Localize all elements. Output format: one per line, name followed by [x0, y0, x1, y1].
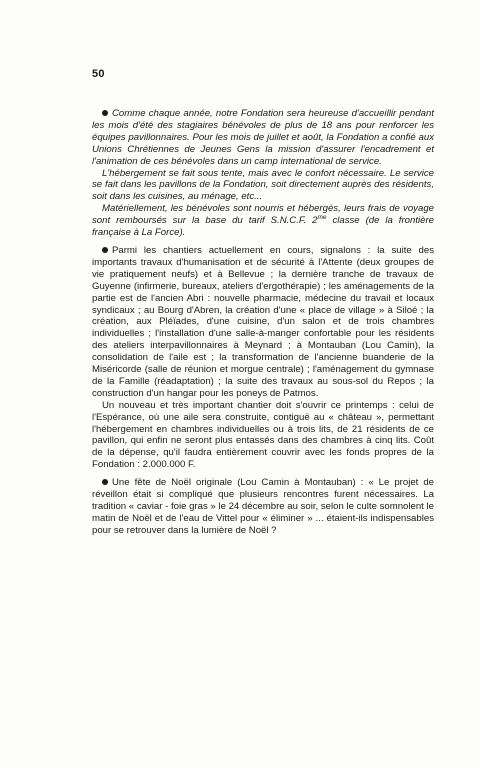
- section-construction: [92, 245, 434, 471]
- paragraph: Un nouveau et très important chantier doit s'ouvrir ce printemps : celui de l'Espérance, où une aile sera construite, contiguë au « château », permettant l'hébergement en chambres individuelles ou à trois lits, de 21 résidents de ce pavillon, qui enfin ne seront plus entassés dans des chambres à cinq lits. Coût de la dépense, qu'il faudra entièrement couvrir avec les fonds propres de la Fondation : 2.000.000 F.: [92, 399, 434, 471]
- section-christmas: [92, 477, 434, 537]
- bullet-icon: [102, 247, 108, 253]
- bullet-icon: [102, 110, 108, 116]
- paragraph: Matériellement, les bénévoles sont nourris et hébergés, leurs frais de voyage sont remboursés sur la base du tarif S.N.C.F. $2^{me}$ classe (de la frontière française à La Force).: [92, 203, 434, 239]
- page-content: [92, 108, 434, 543]
- paragraph: Comme chaque année, notre Fondation sera heureuse d'accueillir pendant les mois d'été des stagiaires bénévoles de plus de 18 ans pour renforcer les équipes pavillonnaires. Pour les mois de juillet et août, la Fondation a confié aux Unions Chrétiennes de Jeunes Gens la mission d'assurer l'encadrement et l'animation de ces bénévoles dans un camp international de service.: [92, 108, 434, 167]
- bullet-icon: [102, 479, 108, 485]
- section-volunteers: [92, 108, 434, 239]
- ordinal-suffix: me: [317, 213, 327, 221]
- paragraph: L'hébergement se fait sous tente, mais avec le confort nécessaire. Le service se fait dans les pavillons de la Fondation, soit directement auprès des résidents, soit dans les cuisines, au ménage, etc...: [92, 167, 434, 203]
- paragraph: Une fête de Noël originale (Lou Camin à Montauban) : « Le projet de réveillon était si compliqué que plusieurs rencontres furent nécessaires. La tradition « caviar - foie gras » le 24 décembre au soir, selon le culte somnolent le matin de Noël et de l'eau de Vittel pour « éliminer » ... étaient-ils indispensables pour se retrouver dans la lumière de Noël ?: [92, 477, 434, 536]
- paragraph: Parmi les chantiers actuellement en cours, signalons : la suite des importants travaux d'humanisation et de sécurité à l'Attente (deux groupes de vie pratiquement neufs) et à Bellevue ; la dernière tranche de travaux de Guyenne (infirmerie, bureaux, ateliers d'ergothérapie) ; les aménagements de la partie est de l'ancien Abri : nouvelle pharmacie, médecine du travail et locaux syndicaux ; au Bourg d'Abren, la création d'une « place de village » à Siloé ; la création, aux Pléïades, d'une cuisine, d'un salon et de trois chambres individuelles ; l'installation d'une salle-à-manger confortable pour les résidents des ateliers interpavillonnaires à Meynard ; à Montauban (Lou Camin), la consolidation de l'aile est ; la transformation de l'ancienne buanderie de la Miséricorde (salle de réunion et morgue centrale) ; l'aménagement du gymnase de la Famille (réadaptation) ; la suite des travaux au sous-sol du Repos ; la construction d'un hangar pour les poneys de Patmos.: [92, 244, 434, 399]
- page-number: 50: [92, 68, 105, 80]
